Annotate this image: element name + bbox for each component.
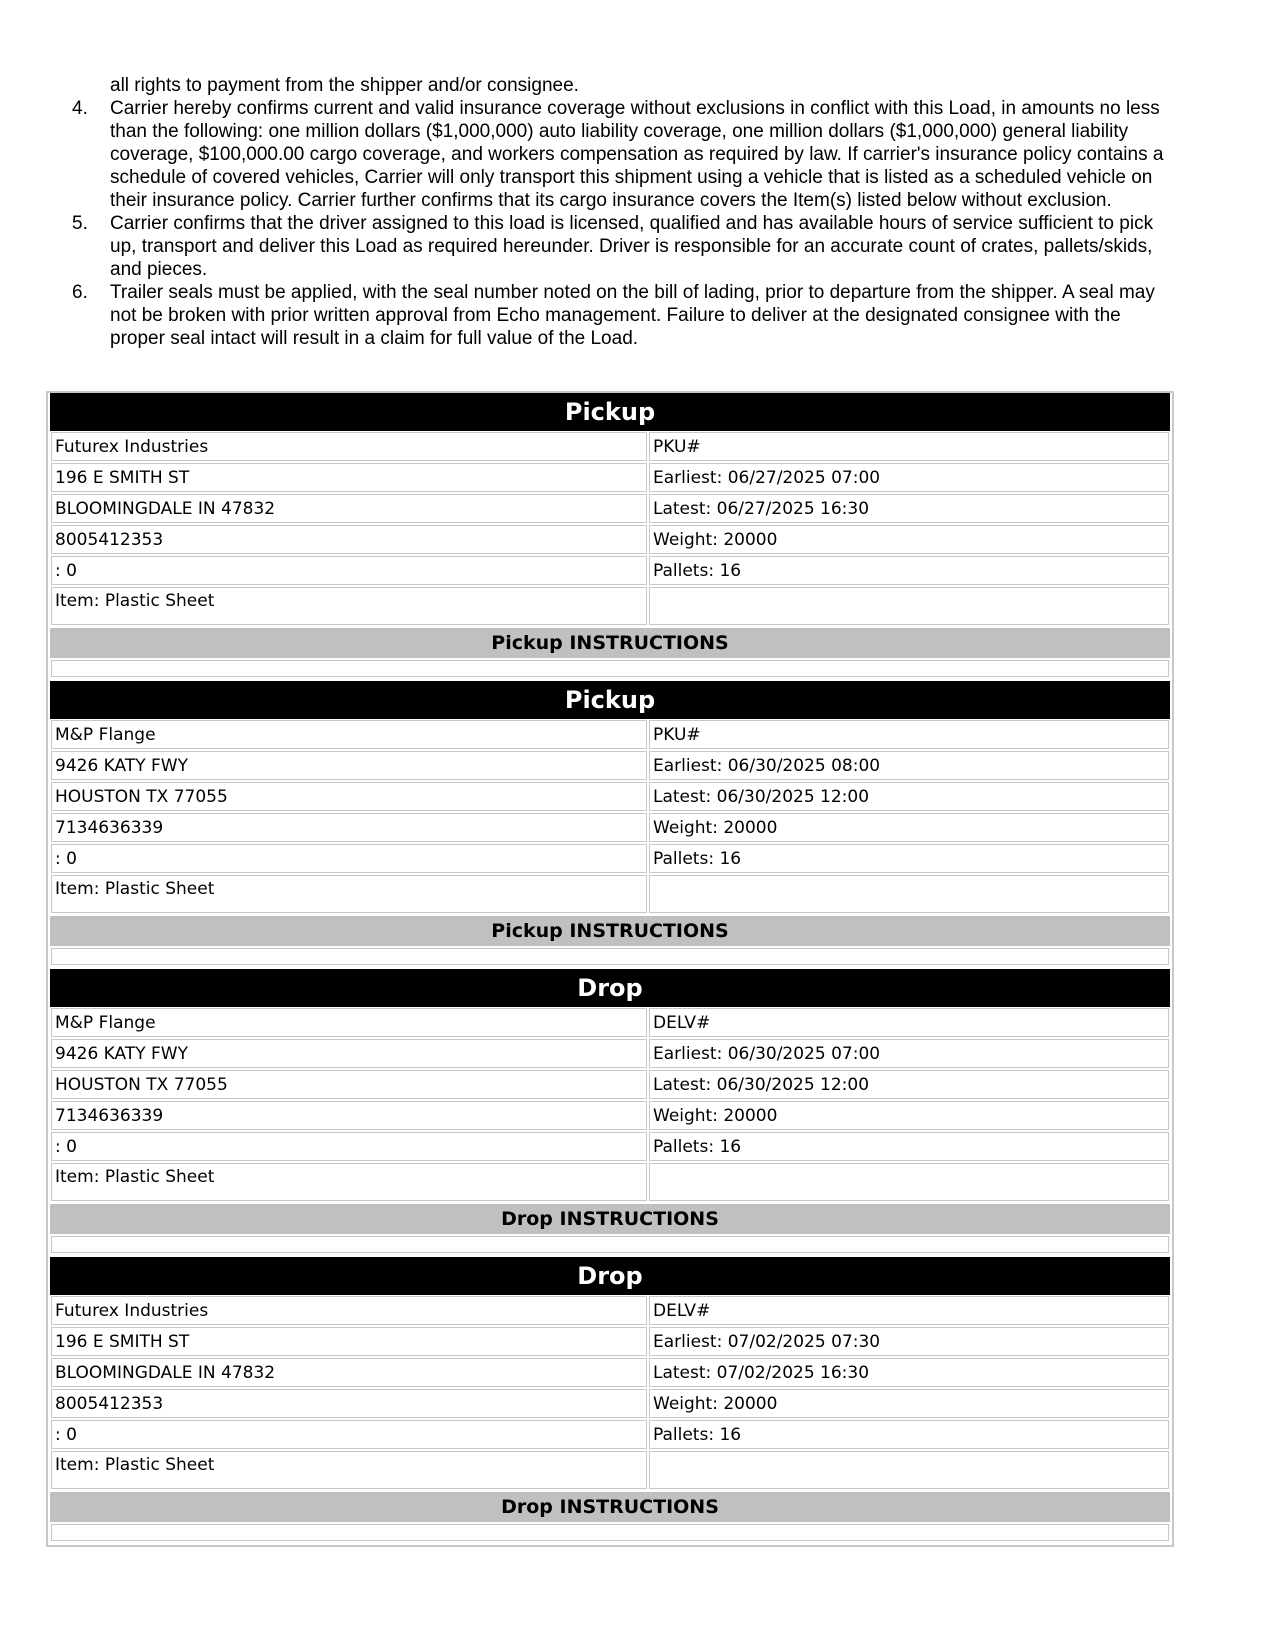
stop-section-3 [50,969,1170,1253]
stop-section-4 [50,1257,1170,1541]
stop-instructions-title: Drop INSTRUCTIONS [50,1492,1170,1522]
stop-city: HOUSTON TX 77055 [51,782,647,811]
stop-street: 9426 KATY FWY [51,1039,647,1068]
stop-city: BLOOMINGDALE IN 47832 [51,494,647,523]
stop-instructions-body [51,948,1169,965]
terms-item-5 [72,212,1172,281]
stop-instructions-body [51,1236,1169,1253]
stop-instructions-title: Drop INSTRUCTIONS [50,1204,1170,1234]
stop-weight: Weight: 20000 [649,1389,1169,1418]
stop-city: BLOOMINGDALE IN 47832 [51,1358,647,1387]
stop-item: Item: Plastic Sheet [51,875,647,913]
stop-weight: Weight: 20000 [649,813,1169,842]
stop-ref-number: PKU# [649,720,1169,749]
terms-item-text: Carrier hereby confirms current and valid insurance coverage without exclusions in conflict with this Load, in amounts no less than the following: one million dollars ($1,000,000) auto liability coverage, one million dollars ($1,000,000) general liability coverage, $100,000.00 cargo coverage, and workers compensation as required by law. If carrier's insurance policy contains a schedule of covered vehicles, Carrier will only transport this shipment using a vehicle that is listed as a scheduled vehicle on their insurance policy. Carrier further confirms that its cargo insurance covers the Item(s) listed below without exclusion. [110,98,1164,211]
stop-street: 196 E SMITH ST [51,463,647,492]
stop-street: 196 E SMITH ST [51,1327,647,1356]
stop-empty-cell [649,875,1169,913]
stop-latest: Latest: 07/02/2025 16:30 [649,1358,1169,1387]
stop-empty-cell [649,1451,1169,1489]
stop-title: Drop [50,1257,1170,1295]
stop-item: Item: Plastic Sheet [51,587,647,625]
stop-instructions-title: Pickup INSTRUCTIONS [50,916,1170,946]
stop-latest: Latest: 06/30/2025 12:00 [649,782,1169,811]
stop-weight: Weight: 20000 [649,525,1169,554]
stop-title: Pickup [50,681,1170,719]
stop-city: HOUSTON TX 77055 [51,1070,647,1099]
stop-pallets: Pallets: 16 [649,1420,1169,1449]
stop-phone: 8005412353 [51,1389,647,1418]
stop-earliest: Earliest: 06/30/2025 08:00 [649,751,1169,780]
stop-empty-cell [649,1163,1169,1201]
stop-street: 9426 KATY FWY [51,751,647,780]
terms-item-text: Carrier confirms that the driver assigned to this load is licensed, qualified and has available hours of service sufficient to pick up, transport and deliver this Load as required hereunder. Driver is responsible for an accurate count of crates, pallets/skids, and pieces. [110,213,1154,280]
stop-extra: : 0 [51,1132,647,1161]
terms-continuation: all rights to payment from the shipper and/or consignee. [110,75,579,96]
stop-extra: : 0 [51,844,647,873]
stop-instructions-body [51,1524,1169,1541]
terms-list [72,74,1172,350]
stop-item: Item: Plastic Sheet [51,1451,647,1489]
stop-extra: : 0 [51,1420,647,1449]
terms-item-number: 5. [72,213,88,234]
stop-latest: Latest: 06/30/2025 12:00 [649,1070,1169,1099]
terms-item-number: 6. [72,282,88,303]
stop-extra: : 0 [51,556,647,585]
terms-item-number: 4. [72,98,88,119]
stop-item: Item: Plastic Sheet [51,1163,647,1201]
stop-name: M&P Flange [51,1008,647,1037]
terms-item-4 [72,97,1172,212]
stop-name: Futurex Industries [51,432,647,461]
stop-pallets: Pallets: 16 [649,1132,1169,1161]
stops-table [46,391,1174,1547]
stop-phone: 7134636339 [51,813,647,842]
stop-phone: 7134636339 [51,1101,647,1130]
terms-item-6 [72,281,1172,350]
stop-name: M&P Flange [51,720,647,749]
stop-ref-number: DELV# [649,1296,1169,1325]
stop-instructions-title: Pickup INSTRUCTIONS [50,628,1170,658]
stop-name: Futurex Industries [51,1296,647,1325]
stop-instructions-body [51,660,1169,677]
stop-section-1 [50,393,1170,677]
stop-title: Pickup [50,393,1170,431]
stop-earliest: Earliest: 06/30/2025 07:00 [649,1039,1169,1068]
terms-item-text: Trailer seals must be applied, with the seal number noted on the bill of lading, prior to departure from the shipper. A seal may not be broken with prior written approval from Echo management. Failure to deliver at the designated consignee with the proper seal intact will result in a claim for full value of the Load. [110,282,1155,349]
stop-section-2 [50,681,1170,965]
stop-earliest: Earliest: 06/27/2025 07:00 [649,463,1169,492]
stop-pallets: Pallets: 16 [649,556,1169,585]
stop-ref-number: DELV# [649,1008,1169,1037]
stop-phone: 8005412353 [51,525,647,554]
stop-earliest: Earliest: 07/02/2025 07:30 [649,1327,1169,1356]
stop-empty-cell [649,587,1169,625]
stop-pallets: Pallets: 16 [649,844,1169,873]
stop-title: Drop [50,969,1170,1007]
stop-latest: Latest: 06/27/2025 16:30 [649,494,1169,523]
stop-weight: Weight: 20000 [649,1101,1169,1130]
stop-ref-number: PKU# [649,432,1169,461]
